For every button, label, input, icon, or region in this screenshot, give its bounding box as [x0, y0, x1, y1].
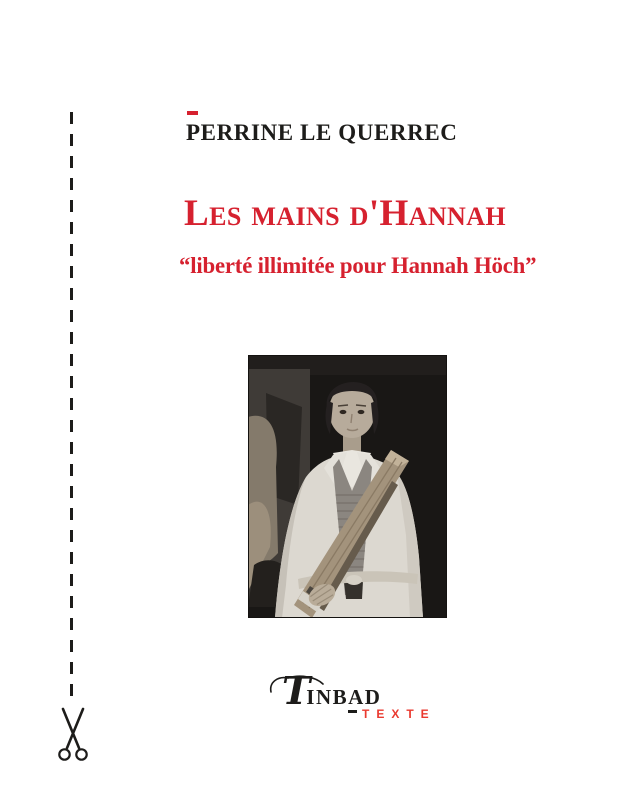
- tinbad-initial: T: [282, 668, 309, 713]
- tinbad-wordmark: [282, 668, 382, 713]
- cut-dashed-line: [70, 112, 73, 706]
- red-accent-dash: [187, 111, 198, 115]
- tinbad-rest: INBAD: [306, 685, 382, 709]
- scissors-icon: [54, 706, 92, 766]
- imprint-row: [348, 708, 436, 720]
- book-title: Les mains d'Hannah: [184, 193, 507, 234]
- imprint-dash: [348, 710, 357, 713]
- author-name: PERRINE LE QUERREC: [186, 120, 458, 145]
- publisher-logo: [282, 668, 442, 722]
- book-subtitle: “liberté illimitée pour Hannah Höch”: [179, 253, 537, 279]
- cover-photo: [248, 355, 447, 618]
- imprint-label: TEXTE: [362, 707, 436, 721]
